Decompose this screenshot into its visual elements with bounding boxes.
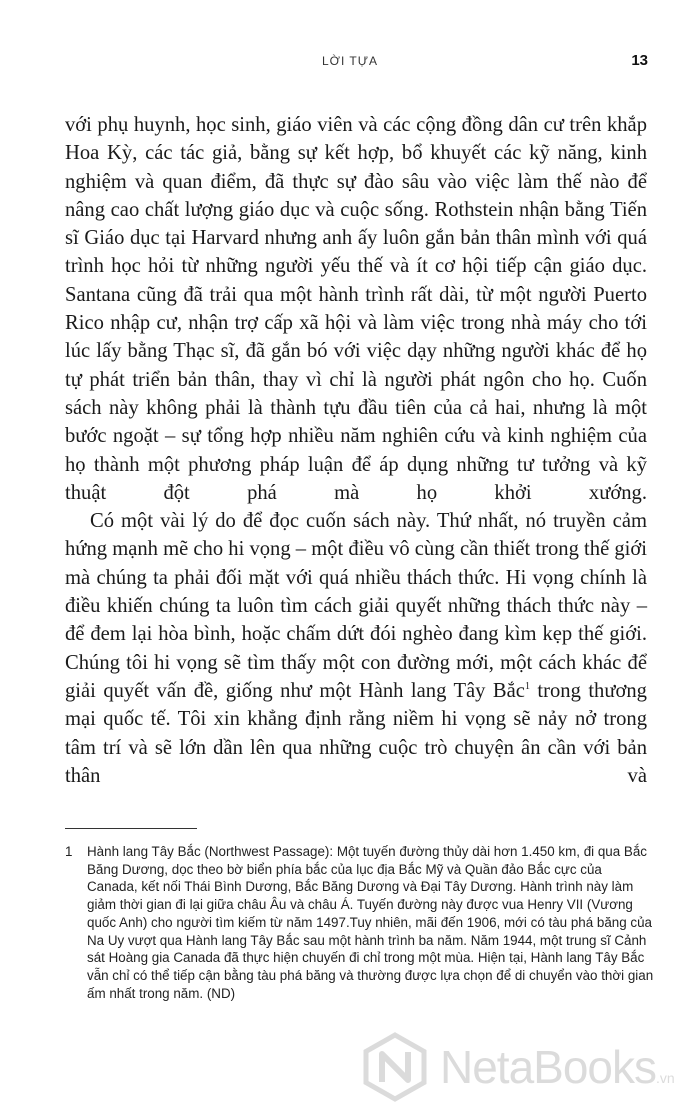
watermark-suffix: .vn	[656, 1070, 675, 1086]
netabooks-logo-icon	[360, 1032, 430, 1102]
watermark-brand: NetaBooks	[440, 1041, 657, 1093]
page-number: 13	[631, 52, 648, 69]
page-header	[0, 54, 700, 74]
paragraph-2-text-b: trong thương mại quốc tế. Tôi xin khẳng định rằng niềm hi vọng sẽ nảy nở trong tâm trí và sẽ lớn dần lên qua những cuộc trò chuyện ân cần với bản thân và	[65, 679, 647, 787]
footnote-number: 1	[65, 844, 73, 859]
footnote	[65, 843, 655, 1002]
body-text	[65, 111, 647, 790]
footnote-reference[interactable]: 1	[524, 681, 530, 693]
footnote-divider	[65, 828, 197, 829]
footnote-text: Hành lang Tây Bắc (Northwest Passage): Một tuyến đường thủy dài hơn 1.450 km, đi qua Bắc Băng Dương, dọc theo bờ biển phía bắc của lục địa Bắc Mỹ và Quần đảo Bắc cực của Canada, kết nối Thái Bình Dương, Bắc Băng Dương và Đại Tây Dương. Hành trình này làm giảm thời gian đi lại giữa châu Âu và châu Á. Tuyến đường này được vua Henry VII (Vương quốc Anh) cho người tìm kiếm từ năm 1497.Tuy nhiên, mãi đến 1906, mới có tàu phá băng của Na Uy vượt qua Hành lang Tây Bắc sau một hành trình ba năm. Năm 1944, một trung sĩ Cảnh sát Hoàng gia Canada đã thực hiện chuyến đi chỉ trong một mùa. Hiện tại, Hành lang Tây Bắc vẫn chỉ có thể tiếp cận bằng tàu phá băng và thường được lựa chọn để di chuyển vào thời gian ấm nhất trong năm. (ND)	[87, 844, 654, 1001]
paragraph-2	[65, 507, 647, 790]
running-title: LỜI TỰA	[322, 54, 378, 68]
paragraph-2-text-a: Có một vài lý do để đọc cuốn sách này. Thứ nhất, nó truyền cảm hứng mạnh mẽ cho hi vọng – một điều vô cùng cần thiết trong thế giới mà chúng ta phải đối mặt với quá nhiều thách thức. Hi vọng chính là điều khiến chúng ta luôn tìm cách giải quyết những thách thức này – để đem lại hòa bình, hoặc chấm dứt đói nghèo đang kìm kẹp thế giới. Chúng tôi hi vọng sẽ tìm thấy một con đường mới, một cách khác để giải quyết vấn đề, giống như một Hành lang Tây Bắc	[65, 510, 647, 702]
watermark-text	[440, 1040, 675, 1094]
watermark	[360, 1026, 690, 1108]
paragraph-1: với phụ huynh, học sinh, giáo viên và các cộng đồng dân cư trên khắp Hoa Kỳ, các tác giả, bằng sự kết hợp, bổ khuyết các kỹ năng, kinh nghiệm và quan điểm, đã thực sự đào sâu vào việc làm thế nào để nâng cao chất lượng giáo dục và cuộc sống. Rothstein nhận bằng Tiến sĩ Giáo dục tại Harvard nhưng anh ấy luôn gắn bản thân mình với quá trình học hỏi từ những người yếu thế và ít cơ hội tiếp cận giáo dục. Santana cũng đã trải qua một hành trình rất dài, từ một người Puerto Rico nhập cư, nhận trợ cấp xã hội và làm việc trong nhà máy cho tới lúc lấy bằng Thạc sĩ, đã gắn bó với việc dạy những người khác để họ tự phát triển bản thân, thay vì chỉ là người phát ngôn cho họ. Cuốn sách này không phải là thành tựu đầu tiên của cả hai, nhưng là một bước ngoặt – sự tổng hợp nhiều năm nghiên cứu và kinh nghiệm của họ thành một phương pháp luận để áp dụng những tư tưởng và kỹ thuật đột phá mà họ khởi xướng.	[65, 114, 647, 504]
